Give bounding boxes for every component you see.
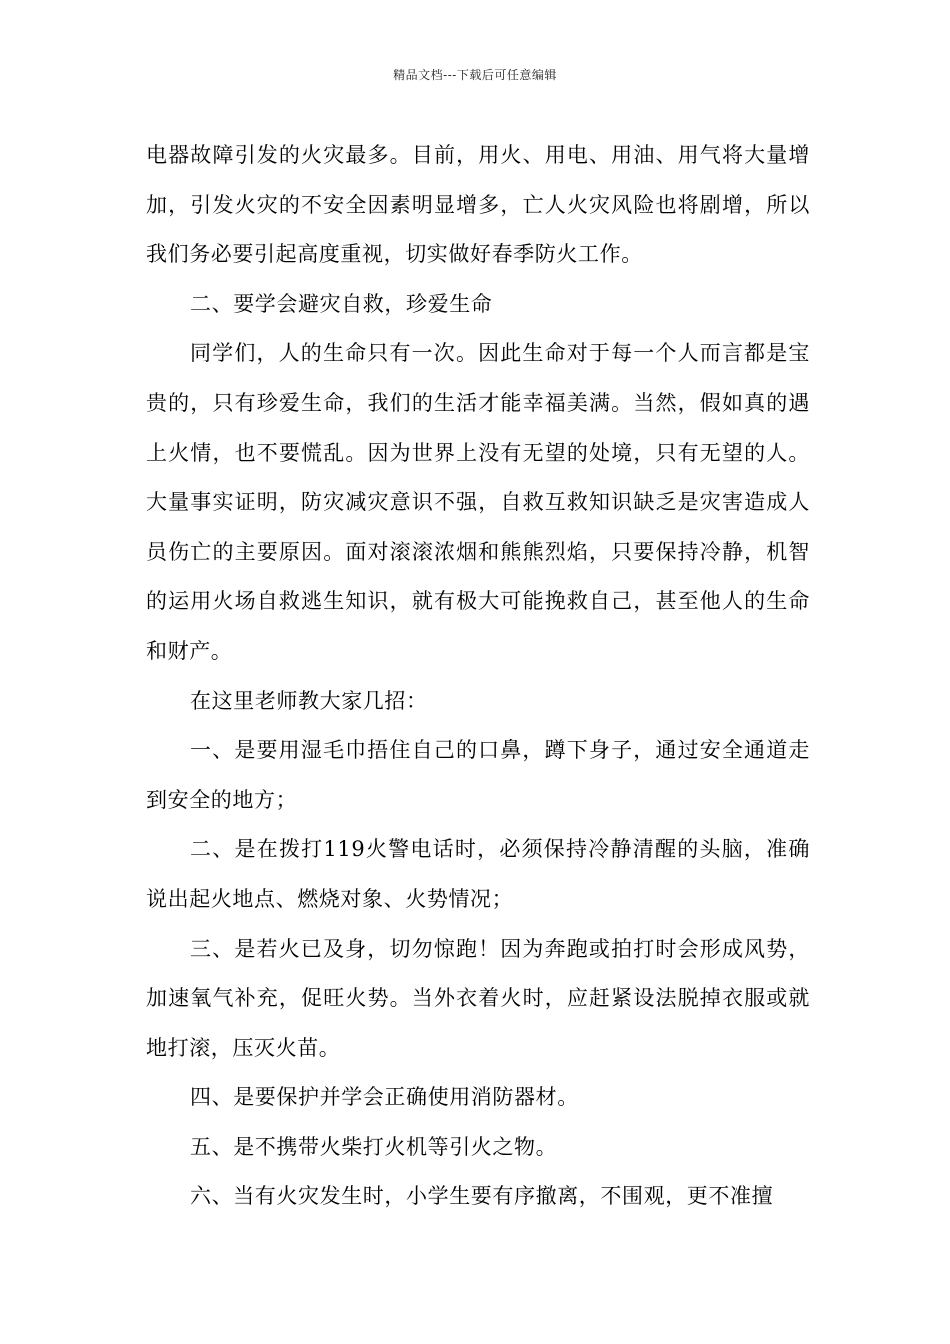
paragraph: 同学们，人的生命只有一次。因此生命对于每一个人而言都是宝贵的，只有珍爱生命，我们的生活才能幸福美满。当然，假如真的遇上火情，也不要慌乱。因为世界上没有无望的处境，只有无望的人。大量事实证明，防灾减灾意识不强，自救互救知识缺乏是灾害造成人员伤亡的主要原因。面对滚滚浓烟和熊熊烈焰，只要保持冷静，机智的运用火场自救逃生知识，就有极大可能挽救自己，甚至他人的生命和财产。 xyxy=(146,341,810,663)
page-header: 精品文档---下载后可任意编辑 xyxy=(393,68,557,82)
list-item: 二、是在拨打119火警电话时，必须保持冷静清醒的头脑，准确说出起火地点、燃烧对象、火势情况； xyxy=(146,837,810,911)
list-item: 六、当有火灾发生时，小学生要有序撤离，不围观，更不准擅 xyxy=(190,1184,774,1209)
list-item: 五、是不携带火柴打火机等引火之物。 xyxy=(190,1134,558,1159)
list-item: 一、是要用湿毛巾捂住自己的口鼻，蹲下身子，通过安全通道走到安全的地方； xyxy=(146,738,810,812)
list-item: 四、是要保护并学会正确使用消防器材。 xyxy=(190,1085,579,1110)
paragraph: 电器故障引发的火灾最多。目前，用火、用电、用油、用气将大量增加，引发火灾的不安全因素明显增多，亡人火灾风险也将剧增，所以我们务必要引起高度重视，切实做好春季防火工作。 xyxy=(146,143,810,267)
paragraph: 在这里老师教大家几招： xyxy=(190,688,428,713)
document-body xyxy=(146,131,810,1222)
section-heading: 二、要学会避灾自救，珍爱生命 xyxy=(190,291,493,316)
list-item: 三、是若火已及身，切勿惊跑！因为奔跑或拍打时会形成风势，加速氧气补充，促旺火势。当外衣着火时，应赶紧设法脱掉衣服或就地打滚，压灭火苗。 xyxy=(146,936,810,1060)
